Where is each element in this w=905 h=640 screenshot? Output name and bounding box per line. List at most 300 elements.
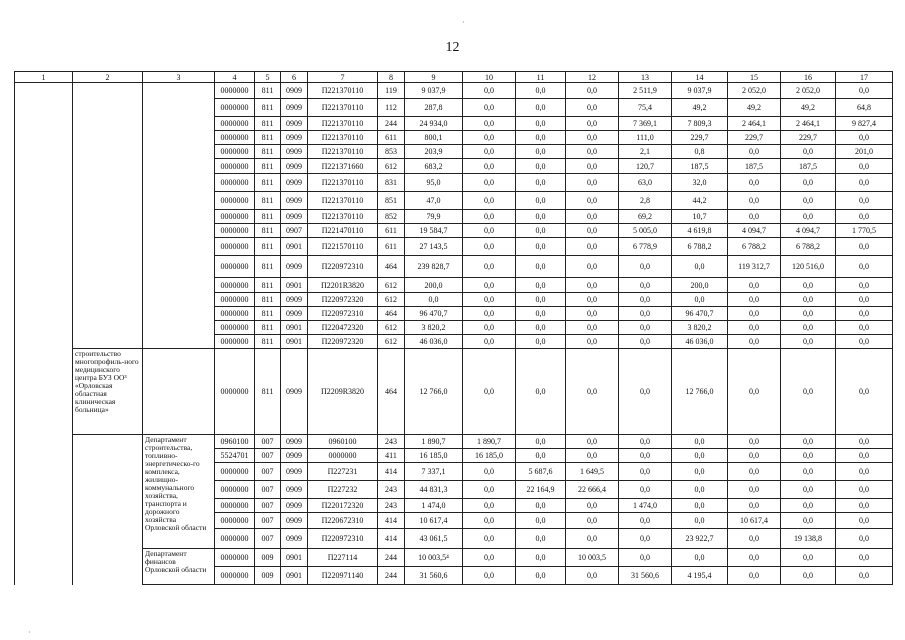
table-cell: 0,0 — [781, 435, 836, 449]
table-cell: 244 — [378, 549, 405, 567]
table-cell: 0,0 — [566, 435, 619, 449]
table-cell: 111,0 — [619, 131, 672, 145]
table-cell: 0,0 — [405, 293, 463, 307]
table-cell: 0,0 — [463, 499, 516, 513]
table-cell: 2 052,0 — [728, 83, 781, 99]
table-cell: 27 143,5 — [405, 238, 463, 256]
table-cell: 229,7 — [728, 131, 781, 145]
table-cell: 44 831,3 — [405, 481, 463, 499]
table-cell: 0,0 — [836, 83, 893, 99]
table-cell: 0,0 — [516, 321, 566, 335]
table-cell: 007 — [255, 463, 281, 481]
table-cell: 0,0 — [463, 117, 516, 131]
table-cell: 0,0 — [566, 117, 619, 131]
table-cell: 0909 — [281, 349, 308, 435]
table-cell: 0,0 — [728, 529, 781, 549]
table-cell: 0,0 — [566, 224, 619, 238]
col1-cell — [15, 435, 73, 585]
table-cell: 0,0 — [516, 449, 566, 463]
table-cell: 120 516,0 — [781, 256, 836, 278]
table-cell: 31 560,6 — [619, 567, 672, 585]
table-cell: 43 061,5 — [405, 529, 463, 549]
column-header: 13 — [619, 72, 672, 83]
table-cell: 0,0 — [619, 449, 672, 463]
table-cell: 5 687,6 — [516, 463, 566, 481]
table-cell: 187,5 — [728, 159, 781, 174]
table-row — [15, 549, 893, 567]
table-cell: 239 828,7 — [405, 256, 463, 278]
table-cell: 0,0 — [463, 145, 516, 159]
table-cell: 2 511,9 — [619, 83, 672, 99]
table-cell: П220972320 — [308, 293, 378, 307]
table-cell: 0000000 — [215, 349, 255, 435]
table-cell: 0000000 — [215, 238, 255, 256]
column-header: 4 — [215, 72, 255, 83]
table-cell: 46 036,0 — [405, 335, 463, 349]
table-cell: 23 922,7 — [672, 529, 728, 549]
table-cell: П221370110 — [308, 192, 378, 210]
table-cell: 0,0 — [781, 499, 836, 513]
table-cell: 0,0 — [516, 307, 566, 321]
table-cell: 0,0 — [463, 159, 516, 174]
column-header: 14 — [672, 72, 728, 83]
table-cell: 49,2 — [781, 99, 836, 117]
table-cell: 7 337,1 — [405, 463, 463, 481]
table-cell: 6 788,2 — [672, 238, 728, 256]
table-cell: 0,0 — [619, 513, 672, 529]
table-cell: 0,0 — [463, 293, 516, 307]
table-cell: П221370110 — [308, 210, 378, 224]
page-number: 12 — [445, 40, 460, 55]
table-cell: 6 788,2 — [728, 238, 781, 256]
table-cell: 12 766,0 — [405, 349, 463, 435]
table-cell: 831 — [378, 174, 405, 192]
table-cell: 0,0 — [672, 449, 728, 463]
table-cell: 007 — [255, 499, 281, 513]
table-cell: 0909 — [281, 463, 308, 481]
table-cell: 0,0 — [566, 529, 619, 549]
table-cell: 0,0 — [566, 321, 619, 335]
table-cell: 0909 — [281, 210, 308, 224]
table-cell: 7 369,1 — [619, 117, 672, 131]
department-name: Департамент строительства, топливно-энергетическо-го комплекса, жилищно-коммунального хозяйства, транспорта и дорожного хозяйства Орловской области — [143, 435, 215, 549]
table-cell: 16 185,0 — [463, 449, 516, 463]
table-cell: 0,0 — [516, 131, 566, 145]
table-cell: П220172320 — [308, 499, 378, 513]
table-cell: 0909 — [281, 256, 308, 278]
table-cell: 0,0 — [619, 463, 672, 481]
table-cell: 3 820,2 — [405, 321, 463, 335]
table-cell: П221370110 — [308, 117, 378, 131]
table-cell: П220472320 — [308, 321, 378, 335]
table-cell: 0000000 — [215, 210, 255, 224]
table-cell: 0909 — [281, 131, 308, 145]
table-cell: 1 770,5 — [836, 224, 893, 238]
table-cell: 612 — [378, 293, 405, 307]
table-cell: 0,0 — [836, 335, 893, 349]
table-cell: 1 890,7 — [405, 435, 463, 449]
table-row — [15, 435, 893, 449]
table-cell: 464 — [378, 349, 405, 435]
table-cell: 811 — [255, 210, 281, 224]
table-cell: 200,0 — [672, 278, 728, 293]
table-cell: 811 — [255, 83, 281, 99]
table-header-row — [15, 72, 893, 83]
table-cell: 0,0 — [672, 499, 728, 513]
table-cell: 0,0 — [516, 335, 566, 349]
table-cell: 0,0 — [516, 256, 566, 278]
table-cell: 0,0 — [781, 174, 836, 192]
table-cell: 007 — [255, 481, 281, 499]
table-cell: 0,0 — [463, 567, 516, 585]
table-cell: 0000000 — [215, 293, 255, 307]
table-cell: 0,0 — [463, 174, 516, 192]
table-cell: 1 474,0 — [405, 499, 463, 513]
table-cell: 0909 — [281, 293, 308, 307]
table-cell: 0,0 — [781, 463, 836, 481]
column-header: 1 — [15, 72, 73, 83]
table-cell: 0,0 — [672, 463, 728, 481]
table-cell: 79,9 — [405, 210, 463, 224]
table-cell: 119 312,7 — [728, 256, 781, 278]
table-cell: П221570110 — [308, 238, 378, 256]
table-cell: 811 — [255, 131, 281, 145]
table-cell: 0,0 — [728, 335, 781, 349]
table-cell: 0,0 — [836, 256, 893, 278]
table-cell: 0,0 — [516, 278, 566, 293]
table-cell: 0000000 — [215, 529, 255, 549]
table-cell: 811 — [255, 321, 281, 335]
table-cell: 244 — [378, 117, 405, 131]
table-cell: 811 — [255, 99, 281, 117]
table-cell: 203,9 — [405, 145, 463, 159]
table-cell: 0,0 — [619, 256, 672, 278]
table-cell: 0,0 — [566, 159, 619, 174]
table-cell: П220971140 — [308, 567, 378, 585]
table-cell: 0901 — [281, 549, 308, 567]
table-cell: 4 619,8 — [672, 224, 728, 238]
table-cell: 7 809,3 — [672, 117, 728, 131]
table-cell: 229,7 — [672, 131, 728, 145]
table-cell: 411 — [378, 449, 405, 463]
table-cell: 0,0 — [672, 293, 728, 307]
table-cell: 0,0 — [619, 307, 672, 321]
table-cell: 0,8 — [672, 145, 728, 159]
table-cell: 0000000 — [215, 567, 255, 585]
table-cell: 0,0 — [566, 192, 619, 210]
table-cell: 0,0 — [463, 278, 516, 293]
table-cell: 0,0 — [516, 145, 566, 159]
table-cell: 0,0 — [728, 174, 781, 192]
table-cell: 96 470,7 — [405, 307, 463, 321]
table-cell: 0,0 — [728, 549, 781, 567]
scan-dot: · — [28, 628, 31, 637]
table-cell: 0,0 — [728, 499, 781, 513]
table-cell: 0,0 — [728, 449, 781, 463]
column-header: 17 — [836, 72, 893, 83]
table-cell: 0000000 — [215, 256, 255, 278]
table-cell: 0,0 — [566, 99, 619, 117]
table-cell: П221370110 — [308, 83, 378, 99]
table-cell: 1 649,5 — [566, 463, 619, 481]
table-cell: 0,0 — [781, 549, 836, 567]
table-cell: 0000000 — [308, 449, 378, 463]
table-cell: 0909 — [281, 99, 308, 117]
table-cell: 10 617,4 — [405, 513, 463, 529]
table-cell: 0,0 — [781, 278, 836, 293]
table-cell: 2 464,1 — [728, 117, 781, 131]
table-cell: 0,0 — [566, 131, 619, 145]
table-cell: 0909 — [281, 481, 308, 499]
table-cell: 800,1 — [405, 131, 463, 145]
table-cell: 0,0 — [672, 481, 728, 499]
table-cell: 009 — [255, 549, 281, 567]
table-cell: 0,0 — [619, 481, 672, 499]
table-cell: 4 195,4 — [672, 567, 728, 585]
table-cell: 0,0 — [566, 335, 619, 349]
table-cell: 31 560,6 — [405, 567, 463, 585]
table-cell: 95,0 — [405, 174, 463, 192]
table-cell: 0,0 — [728, 145, 781, 159]
table-cell: 0,0 — [672, 549, 728, 567]
table-cell: 0909 — [281, 145, 308, 159]
table-cell: 0,0 — [728, 463, 781, 481]
table-cell: 0901 — [281, 238, 308, 256]
table-cell: 0,0 — [516, 435, 566, 449]
table-cell: 811 — [255, 159, 281, 174]
table-cell: 0000000 — [215, 174, 255, 192]
table-cell: 0,0 — [836, 293, 893, 307]
table-cell: 19 584,7 — [405, 224, 463, 238]
table-cell: 0,0 — [619, 278, 672, 293]
table-cell: 0,0 — [566, 349, 619, 435]
table-cell: 0,0 — [781, 449, 836, 463]
table-cell: 0,0 — [836, 349, 893, 435]
table-cell: 0000000 — [215, 99, 255, 117]
table-cell: 0,0 — [728, 278, 781, 293]
table-cell: 0,0 — [566, 293, 619, 307]
table-cell: 414 — [378, 513, 405, 529]
table-cell: 0000000 — [215, 499, 255, 513]
table-cell: 201,0 — [836, 145, 893, 159]
table-cell: 0,0 — [566, 174, 619, 192]
table-cell: 0,0 — [836, 529, 893, 549]
table-cell: П220972320 — [308, 335, 378, 349]
table-cell: 0,0 — [781, 192, 836, 210]
table-cell: 0,0 — [463, 238, 516, 256]
table-cell: 0,0 — [836, 278, 893, 293]
column-header: 7 — [308, 72, 378, 83]
table-cell: 0,0 — [566, 567, 619, 585]
table-cell: 243 — [378, 481, 405, 499]
table-cell: 414 — [378, 529, 405, 549]
scan-dot: · — [462, 18, 465, 27]
table-cell: 0000000 — [215, 192, 255, 210]
table-cell: 0,0 — [619, 435, 672, 449]
table-cell: 0,0 — [836, 435, 893, 449]
table-cell: 200,0 — [405, 278, 463, 293]
table-cell: 414 — [378, 463, 405, 481]
table-cell: 0,0 — [516, 513, 566, 529]
table-cell: 0,0 — [463, 224, 516, 238]
table-cell: 0960100 — [215, 435, 255, 449]
table-cell: 0901 — [281, 278, 308, 293]
column-header: 5 — [255, 72, 281, 83]
table-cell: 0909 — [281, 513, 308, 529]
column-header: 3 — [143, 72, 215, 83]
table-cell: 0000000 — [215, 224, 255, 238]
table-cell: 229,7 — [781, 131, 836, 145]
table-cell: 3 820,2 — [672, 321, 728, 335]
table-cell: 0,0 — [728, 349, 781, 435]
table-cell: 0,0 — [516, 224, 566, 238]
table-cell: 0,0 — [836, 159, 893, 174]
table-cell: П220972310 — [308, 307, 378, 321]
table-cell: 32,0 — [672, 174, 728, 192]
table-cell: П221370110 — [308, 99, 378, 117]
table-cell: 0,0 — [836, 238, 893, 256]
table-cell: 0901 — [281, 335, 308, 349]
table-cell: 0909 — [281, 529, 308, 549]
table-cell: 0,0 — [516, 499, 566, 513]
table-cell: 0000000 — [215, 278, 255, 293]
table-cell: 811 — [255, 192, 281, 210]
table-cell: 0,0 — [463, 99, 516, 117]
table-cell: 0,0 — [728, 293, 781, 307]
col3-cell — [143, 83, 215, 349]
table-cell: 0,0 — [516, 293, 566, 307]
table-cell: 811 — [255, 307, 281, 321]
table-cell: 0,0 — [836, 481, 893, 499]
table-cell: 0,0 — [781, 210, 836, 224]
table-cell: 0,0 — [516, 192, 566, 210]
table-row — [15, 83, 893, 99]
budget-table — [14, 71, 893, 585]
column-header: 9 — [405, 72, 463, 83]
table-cell: 0,0 — [781, 335, 836, 349]
table-cell: 0,0 — [781, 513, 836, 529]
table-cell: 0,0 — [836, 567, 893, 585]
table-cell: 0,0 — [566, 278, 619, 293]
table-cell: 0000000 — [215, 83, 255, 99]
table-cell: 0,0 — [781, 307, 836, 321]
table-cell: 12 766,0 — [672, 349, 728, 435]
table-cell: 0,0 — [463, 349, 516, 435]
table-cell: 612 — [378, 321, 405, 335]
table-cell: 1 890,7 — [463, 435, 516, 449]
table-cell: 0,0 — [463, 192, 516, 210]
table-cell: 2,8 — [619, 192, 672, 210]
table-cell: 0,0 — [516, 238, 566, 256]
table-cell: 64,8 — [836, 99, 893, 117]
table-cell: 007 — [255, 513, 281, 529]
table-cell: 612 — [378, 335, 405, 349]
table-cell: 0,0 — [836, 449, 893, 463]
table-cell: 187,5 — [672, 159, 728, 174]
table-cell: 0,0 — [728, 210, 781, 224]
table-cell: 0,0 — [566, 83, 619, 99]
table-cell: 0000000 — [215, 463, 255, 481]
col2-cell — [73, 435, 143, 585]
table-cell: 811 — [255, 224, 281, 238]
table-cell: 1 474,0 — [619, 499, 672, 513]
table-cell: 0,0 — [516, 159, 566, 174]
table-cell: 0909 — [281, 83, 308, 99]
table-cell: 0000000 — [215, 145, 255, 159]
table-cell: 811 — [255, 117, 281, 131]
table-cell: 0,0 — [836, 549, 893, 567]
table-cell: 811 — [255, 145, 281, 159]
table-cell: 0901 — [281, 567, 308, 585]
col1-cell — [15, 83, 73, 435]
table-cell: 10 617,4 — [728, 513, 781, 529]
table-cell: П2209R3820 — [308, 349, 378, 435]
table-cell: 0,0 — [672, 256, 728, 278]
table-cell: 612 — [378, 159, 405, 174]
table-cell: 69,2 — [619, 210, 672, 224]
table-cell: 612 — [378, 278, 405, 293]
table-cell: 0,0 — [836, 321, 893, 335]
table-row — [15, 349, 893, 435]
table-cell: 0,0 — [836, 210, 893, 224]
table-cell: 44,2 — [672, 192, 728, 210]
table-cell: 0,0 — [836, 192, 893, 210]
table-cell: 96 470,7 — [672, 307, 728, 321]
table-cell: 683,2 — [405, 159, 463, 174]
table-cell: 811 — [255, 293, 281, 307]
table-cell: 611 — [378, 131, 405, 145]
table-cell: 0909 — [281, 159, 308, 174]
table-cell: 464 — [378, 307, 405, 321]
table-cell: 0,0 — [619, 549, 672, 567]
table-cell: 0000000 — [215, 131, 255, 145]
table-cell: 0,0 — [672, 513, 728, 529]
table-cell: 49,2 — [672, 99, 728, 117]
table-cell: 19 138,8 — [781, 529, 836, 549]
table-cell: 0,0 — [836, 174, 893, 192]
table-cell: 851 — [378, 192, 405, 210]
table-cell: П221370110 — [308, 145, 378, 159]
table-cell: 0909 — [281, 435, 308, 449]
table-cell: П220972310 — [308, 529, 378, 549]
table-cell: 0909 — [281, 117, 308, 131]
table-cell: 0,0 — [566, 499, 619, 513]
table-cell: 2,1 — [619, 145, 672, 159]
table-cell: 0,0 — [516, 567, 566, 585]
table-cell: П220672310 — [308, 513, 378, 529]
table-cell: П221371660 — [308, 159, 378, 174]
table-cell: 0,0 — [516, 210, 566, 224]
table-cell: 0,0 — [463, 335, 516, 349]
table-cell: 0,0 — [781, 349, 836, 435]
table-cell: 0909 — [281, 307, 308, 321]
column-header: 15 — [728, 72, 781, 83]
table-cell: 4 094,7 — [781, 224, 836, 238]
table-cell: 0,0 — [566, 238, 619, 256]
table-cell: 0000000 — [215, 549, 255, 567]
table-cell: 0,0 — [728, 321, 781, 335]
table-cell: 0,0 — [781, 481, 836, 499]
table-cell: 0907 — [281, 224, 308, 238]
table-cell: 611 — [378, 224, 405, 238]
table-cell: 0,0 — [728, 192, 781, 210]
table-cell: 112 — [378, 99, 405, 117]
col2-cell — [73, 83, 143, 349]
table-cell: 0,0 — [463, 321, 516, 335]
table-cell: 811 — [255, 238, 281, 256]
table-cell: 0909 — [281, 174, 308, 192]
table-cell: 10 003,5⁴ — [405, 549, 463, 567]
